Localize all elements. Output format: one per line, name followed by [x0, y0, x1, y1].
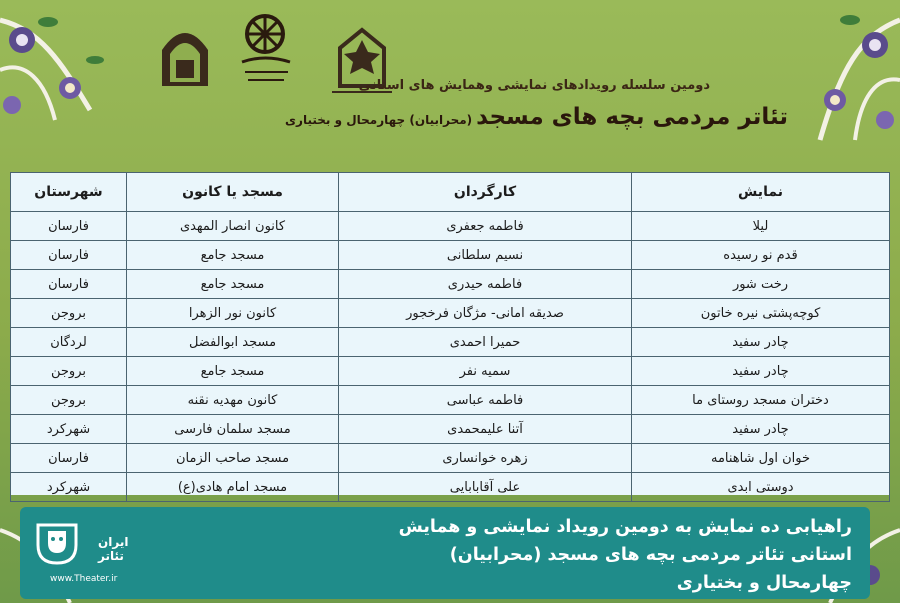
headline-line-3: چهارمحال و بختیاری	[676, 573, 852, 593]
theater-mask-icon	[28, 517, 88, 567]
cell-city: بروجن	[11, 357, 127, 386]
iran-theater-badge	[28, 517, 148, 587]
table-row	[11, 241, 890, 270]
site-url: www.Theater.ir	[50, 574, 118, 584]
cell-city: بروجن	[11, 386, 127, 415]
cell-venue: مسجد صاحب الزمان	[127, 444, 339, 473]
headline-banner	[20, 507, 870, 599]
cell-director: آتنا علیمحمدی	[339, 415, 632, 444]
shows-table	[10, 172, 890, 502]
cell-venue: مسجد جامع	[127, 241, 339, 270]
cell-show: قدم نو رسیده	[632, 241, 890, 270]
khorshid-logo	[242, 16, 290, 80]
cell-show: چادر سفید	[632, 328, 890, 357]
table-row	[11, 299, 890, 328]
table-row	[11, 212, 890, 241]
cell-director: فاطمه جعفری	[339, 212, 632, 241]
headline-text	[117, 513, 852, 597]
table-row	[11, 328, 890, 357]
cell-show: دختران مسجد روستای ما	[632, 386, 890, 415]
cell-show: چادر سفید	[632, 357, 890, 386]
cell-venue: مسجد امام هادی(ع)	[127, 473, 339, 502]
mosque-logo	[162, 33, 208, 86]
cell-city: فارسان	[11, 212, 127, 241]
cell-venue: مسجد ابوالفضل	[127, 328, 339, 357]
event-title	[285, 104, 788, 130]
cell-show: رخت شور	[632, 270, 890, 299]
cell-venue: مسجد جامع	[127, 357, 339, 386]
cell-show: چادر سفید	[632, 415, 890, 444]
cell-director: علی آقابابایی	[339, 473, 632, 502]
table-row	[11, 415, 890, 444]
cell-venue: مسجد سلمان فارسی	[127, 415, 339, 444]
cell-director: زهره خوانساری	[339, 444, 632, 473]
event-title-region: (محرابیان) چهارمحال و بختیاری	[285, 113, 473, 127]
cell-city: لردگان	[11, 328, 127, 357]
table-row	[11, 357, 890, 386]
cell-venue: کانون نور الزهرا	[127, 299, 339, 328]
cell-show: کوچه‌پشتی نیره خاتون	[632, 299, 890, 328]
header-city: شهرستان	[11, 173, 127, 212]
cell-show: لیلا	[632, 212, 890, 241]
cell-director: فاطمه عباسی	[339, 386, 632, 415]
cell-venue: کانون مهدیه نقنه	[127, 386, 339, 415]
header	[0, 0, 900, 168]
cell-show: خوان اول شاهنامه	[632, 444, 890, 473]
cell-city: شهرکرد	[11, 473, 127, 502]
cell-city: شهرکرد	[11, 415, 127, 444]
table-row	[11, 473, 890, 502]
event-title-main: تئاتر مردمی بچه های مسجد	[476, 104, 788, 130]
cell-director: صدیقه امانی- مژگان فرخجور	[339, 299, 632, 328]
cell-city: بروجن	[11, 299, 127, 328]
selected-shows-table	[10, 172, 889, 495]
table-header-row	[11, 173, 890, 212]
cell-director: حمیرا احمدی	[339, 328, 632, 357]
header-venue: مسجد یا کانون	[127, 173, 339, 212]
table-row	[11, 270, 890, 299]
cell-director: نسیم سلطانی	[339, 241, 632, 270]
cell-city: فارسان	[11, 270, 127, 299]
table-row	[11, 444, 890, 473]
event-subtitle: دومین سلسله رویدادهای نمایشی وهمایش های استانی	[358, 78, 710, 93]
header-director: کارگردان	[339, 173, 632, 212]
headline-line-1: راهیابی ده نمایش به دومین رویداد نمایشی و همایش	[398, 517, 852, 537]
cell-show: دوستی ابدی	[632, 473, 890, 502]
headline-line-2: استانی تئاتر مردمی بچه های مسجد (محرابیان)	[449, 545, 852, 565]
cell-venue: کانون انصار المهدی	[127, 212, 339, 241]
header-show: نمایش	[632, 173, 890, 212]
cell-city: فارسان	[11, 241, 127, 270]
cell-city: فارسان	[11, 444, 127, 473]
cell-director: فاطمه حیدری	[339, 270, 632, 299]
table-row	[11, 386, 890, 415]
cell-venue: مسجد جامع	[127, 270, 339, 299]
cell-director: سمیه نفر	[339, 357, 632, 386]
iran-theater-wordmark: ایران تئاتر	[98, 535, 129, 563]
